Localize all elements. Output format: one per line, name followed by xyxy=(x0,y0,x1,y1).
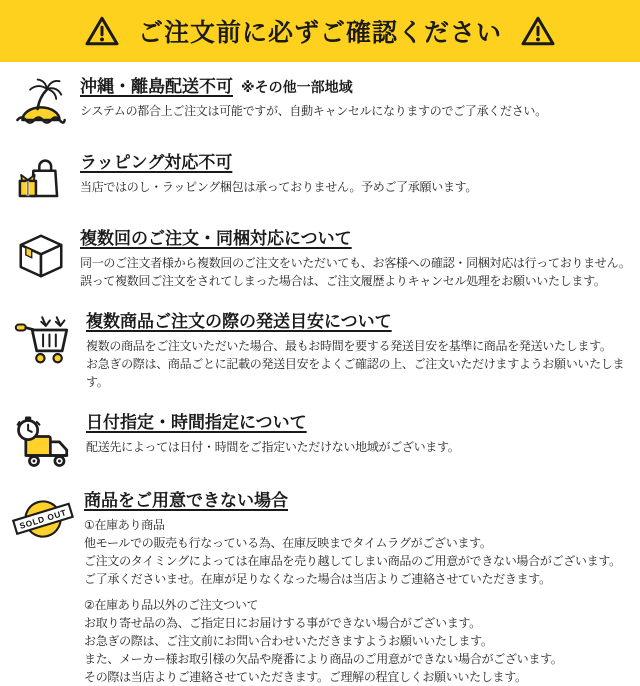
paragraph-break xyxy=(84,588,632,596)
sold-out-label: SOLD OUT xyxy=(18,507,68,531)
section-body xyxy=(86,337,632,391)
section-title-text: 沖縄・離島配送不可 xyxy=(80,77,233,96)
section-title xyxy=(86,311,632,333)
section-body xyxy=(80,178,632,196)
island-icon xyxy=(14,76,68,131)
body-line: また、メーカー様お取引様の欠品や廃番により商品のご用意ができない場合がございます。 xyxy=(84,652,563,666)
section-title-note: ※その他一部地域 xyxy=(241,79,353,95)
section-body xyxy=(86,438,632,456)
delivery-truck-clock-icon xyxy=(14,412,74,469)
section-title-text: 複数回のご注文・同梱対応について xyxy=(80,229,352,248)
body-line: システムの都合上ご注文は可能ですが、自動キャンセルになりますのでご了承ください。 xyxy=(80,104,547,118)
section-content xyxy=(86,412,632,469)
body-line: ご了承くださいませ。在庫が足りなくなった場合は当店よりご連絡させていただきます。 xyxy=(84,572,551,586)
body-line: 当店ではのし・ラッピング梱包は承っておりません。予めご了承願います。 xyxy=(80,180,478,194)
section-content xyxy=(80,152,632,207)
body-line: 誤って複数回ご注文をされてしまった場合は、ご注文履歴よりキャンセル処理をお願いいたします。 xyxy=(80,274,606,288)
section-content xyxy=(80,228,632,290)
body-line: 他モールでの販売も行なっている為、在庫反映までタイムラグがございます。 xyxy=(84,536,492,550)
body-line: ご注文のタイミングによっては在庫品を売り越してしまい商品のご用意ができない場合がございます。 xyxy=(84,554,621,568)
body-line: その際は当店よりご連絡させていただきます。ご理解の程宜しくお願いいたします。 xyxy=(84,670,527,684)
section-title-text: 商品をご用意できない場合 xyxy=(84,491,288,510)
body-line: ②在庫あり品以外のご注文ついて xyxy=(84,598,259,612)
body-line: ①在庫あり商品 xyxy=(84,518,165,532)
notice-section xyxy=(14,76,632,131)
body-line: 配送先によっては日付・時間をご指定いただけない地域がございます。 xyxy=(86,440,460,454)
notice-section xyxy=(14,311,632,391)
warning-triangle-icon xyxy=(84,14,120,48)
section-title-text: ラッピング対応不可 xyxy=(80,153,233,172)
section-body xyxy=(80,254,632,290)
section-content xyxy=(84,490,632,686)
section-title xyxy=(84,490,632,512)
banner-title: ご注文前に必ずご確認ください xyxy=(137,19,502,47)
body-line: お急ぎの際は、ご注文前にお問い合わせいただきますようお願いいたします。 xyxy=(84,634,493,648)
section-body xyxy=(84,516,632,686)
section-body xyxy=(80,102,632,120)
gift-bag-icon xyxy=(14,152,68,207)
package-box-icon xyxy=(14,228,68,290)
notice-section xyxy=(14,152,632,207)
confirmation-banner xyxy=(0,0,640,62)
section-content xyxy=(80,76,632,131)
sold-out-icon xyxy=(14,490,72,686)
section-title xyxy=(80,152,632,174)
section-title-text: 複数商品ご注文の際の発送目安について xyxy=(86,312,392,331)
notice-sections xyxy=(0,62,640,686)
warning-triangle-icon xyxy=(520,14,556,48)
cart-icon xyxy=(14,311,74,391)
notice-section xyxy=(14,412,632,469)
body-line: 同一のご注文者様から複数回のご注文をいただいても、お客様への確認・同梱対応は行っておりません。 xyxy=(80,256,631,270)
notice-section xyxy=(14,228,632,290)
body-line: お取り寄せ品の為、ご指定日にお届けする事ができない場合がございます。 xyxy=(84,616,481,630)
section-content xyxy=(86,311,632,391)
section-title-text: 日付指定・時間指定について xyxy=(86,413,307,432)
body-line: お急ぎの際は、商品ごとに記載の発送目安をよくご確認の上、ご注文いただけますようお願いいたします。 xyxy=(86,357,625,389)
notice-section xyxy=(14,490,632,686)
body-line: 複数の商品をご注文いただいた場合、最もお時間を要する発送目安を基準に商品を発送いたします。 xyxy=(86,339,612,353)
section-title xyxy=(80,228,632,250)
section-title xyxy=(86,412,632,434)
section-title xyxy=(80,76,632,98)
